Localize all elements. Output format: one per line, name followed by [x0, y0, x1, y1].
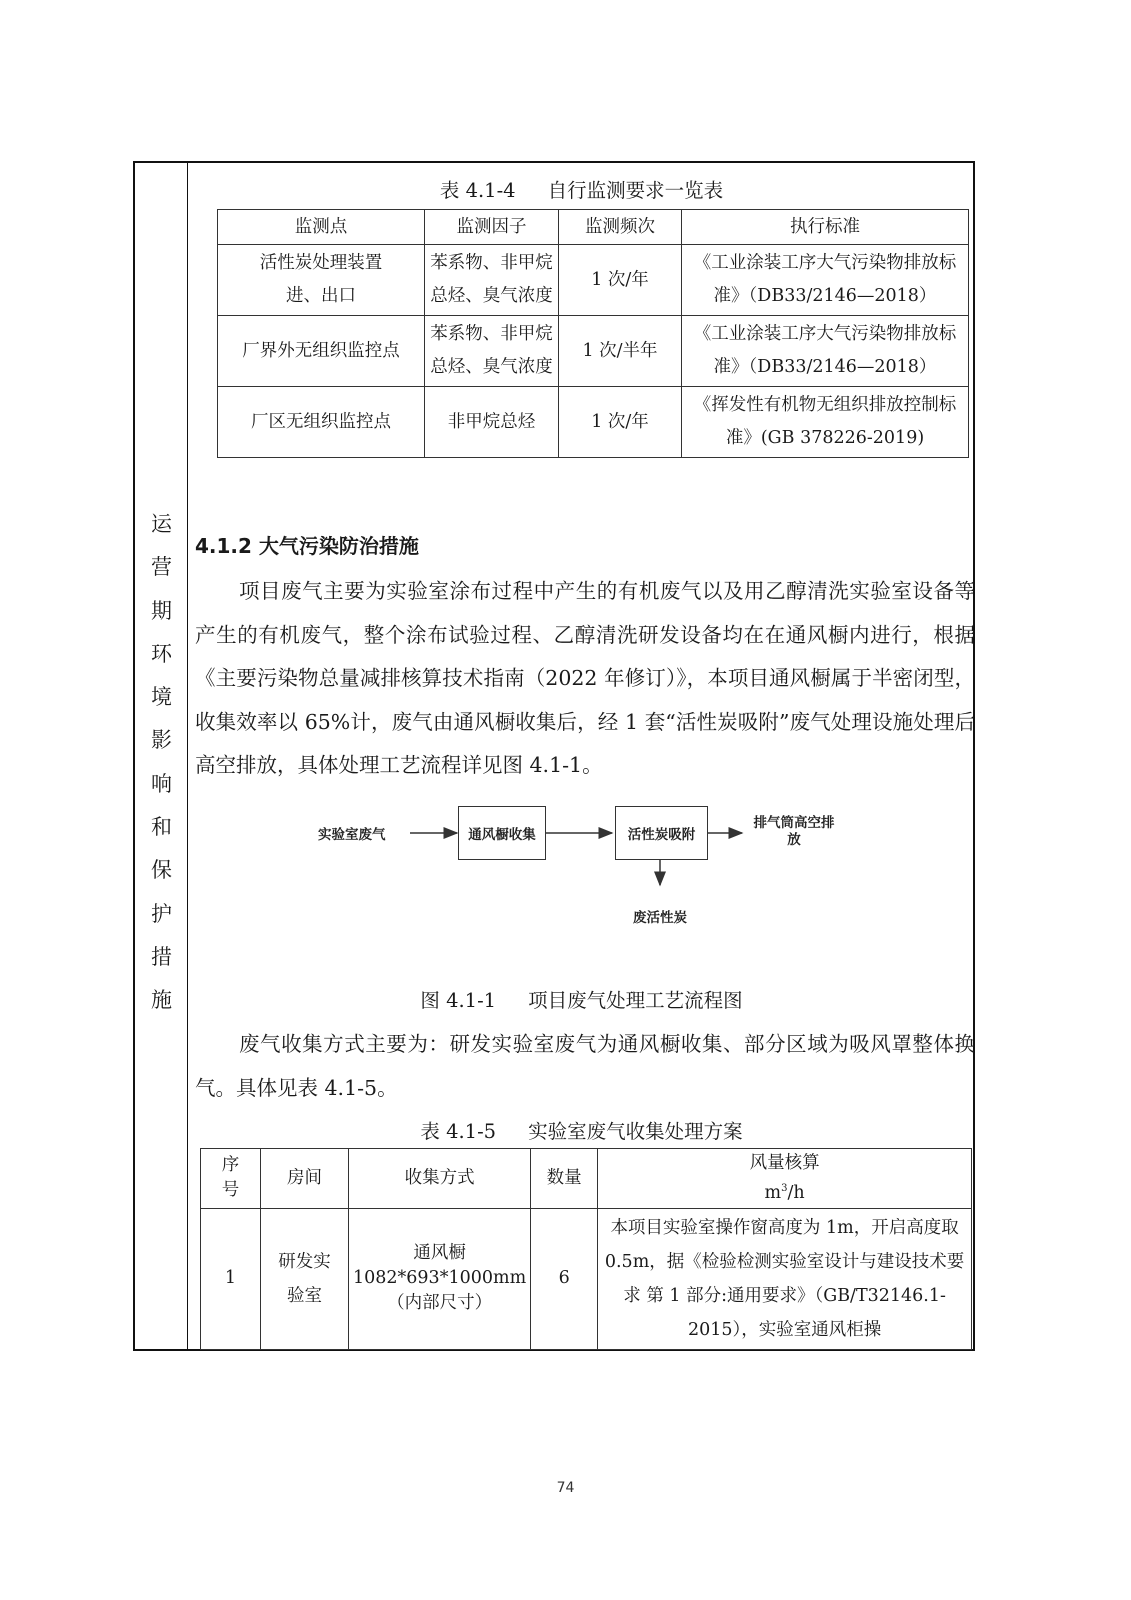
table1-caption-title: 自行监测要求一览表 [547, 179, 724, 202]
cell-point: 活性炭处理装置 进、出口 [218, 245, 425, 316]
cell-seq: 1 [201, 1208, 261, 1349]
side-label-char: 和 [151, 815, 172, 840]
side-label [135, 503, 188, 1023]
cell-freq: 1 次/年 [559, 387, 682, 458]
table1-header: 监测因子 [425, 210, 559, 245]
side-label-char: 期 [151, 598, 172, 623]
side-label-char: 环 [151, 641, 172, 666]
content-area [190, 163, 973, 1349]
flow-source: 实验室废气 [318, 827, 386, 843]
flow-step-hood-label: 通风橱收集 [468, 827, 536, 843]
side-label-char: 响 [151, 771, 172, 796]
table1-caption-num: 表 4.1-4 [439, 179, 516, 202]
flow-step-carbon [615, 806, 708, 860]
table2-header-room: 房间 [261, 1149, 349, 1209]
paragraph-1: 项目废气主要为实验室涂布过程中产生的有机废气以及用乙醇清洗实验室设备等产生的有机废气，整个涂布试验过程、乙醇清洗研发设备均在在通风橱内进行，根据《主要污染物总量减排核算技术指南（2022 年修订）》，本项目通风橱属于半密闭型，收集效率以 65%计，废气由通风橱收集后，经 1 套“活性炭吸附”废气处理设施处理后高空排放，具体处理工艺流程详见图 4.1-1。 [195, 579, 975, 777]
side-label-char: 营 [151, 555, 172, 580]
side-label-char: 施 [151, 988, 172, 1013]
table-row [218, 245, 969, 316]
table-row [218, 316, 969, 387]
table2-caption [190, 1116, 973, 1144]
side-label-char: 措 [151, 944, 172, 969]
flow-step-carbon-label: 活性炭吸附 [627, 827, 696, 843]
method-name: 通风橱 [413, 1243, 466, 1264]
airflow-unit [602, 1176, 967, 1206]
cell-standard: 《挥发性有机物无组织排放控制标准》(GB 378226-2019) [682, 387, 969, 458]
table1-header-row [218, 210, 969, 245]
cell-room: 研发实验室 [261, 1208, 349, 1349]
flow-output: 排气筒高空排放 [753, 815, 835, 848]
airflow-title: 风量核算 [749, 1153, 820, 1173]
side-label-char: 保 [151, 858, 172, 883]
table1-header: 监测点 [218, 210, 425, 245]
figure-caption-num: 图 4.1-1 [420, 989, 497, 1012]
monitoring-table [217, 209, 969, 458]
side-label-char: 运 [151, 512, 172, 536]
cell-factor: 非甲烷总烃 [425, 387, 559, 458]
unit-tail: /h [787, 1182, 805, 1203]
table2-header-seq: 序号 [201, 1149, 261, 1209]
cell-method [349, 1208, 531, 1349]
unit-sup: 3 [781, 1183, 788, 1194]
cell-factor: 苯系物、非甲烷总烃、臭气浓度 [425, 316, 559, 387]
paragraph-2: 废气收集方式主要为：研发实验室废气为通风橱收集、部分区域为吸风罩整体换气。具体见表 4.1-5。 [195, 1032, 975, 1100]
side-label-char: 护 [151, 901, 172, 926]
cell-freq: 1 次/年 [559, 245, 682, 316]
cell-point: 厂区无组织监控点 [218, 387, 425, 458]
figure-caption-title: 项目废气处理工艺流程图 [528, 989, 743, 1012]
table2-header-row [201, 1149, 972, 1209]
cell-freq: 1 次/半年 [559, 316, 682, 387]
cell-qty: 6 [531, 1208, 598, 1349]
table2-caption-title: 实验室废气收集处理方案 [528, 1120, 743, 1143]
page-frame [133, 161, 975, 1351]
collection-scheme-table [200, 1148, 972, 1350]
cell-standard: 《工业涂装工序大气污染物排放标准》（DB33/2146—2018） [682, 245, 969, 316]
flow-byproduct: 废活性炭 [633, 910, 687, 926]
table-row [201, 1208, 972, 1349]
side-label-char: 境 [151, 685, 172, 710]
cell-standard: 《工业涂装工序大气污染物排放标准》（DB33/2146—2018） [682, 316, 969, 387]
table-row [218, 387, 969, 458]
flow-step-hood [458, 806, 546, 860]
table1-header: 监测频次 [559, 210, 682, 245]
figure-caption [190, 985, 973, 1013]
page-number: 74 [556, 1480, 575, 1496]
side-column [135, 163, 188, 1349]
cell-factor: 苯系物、非甲烷总烃、臭气浓度 [425, 245, 559, 316]
method-note: （内部尺寸） [387, 1293, 493, 1314]
process-flow-diagram [318, 803, 890, 953]
side-label-char: 影 [151, 728, 172, 753]
method-size: 1082*693*1000mm [353, 1268, 527, 1289]
section-heading: 4.1.2 大气污染防治措施 [195, 534, 419, 558]
table2-header-airflow [598, 1149, 972, 1209]
cell-airflow: 本项目实验室操作窗高度为 1m，开启高度取 0.5m，据《检验检测实验室设计与建设技术要求 第 1 部分:通用要求》（GB/T32146.1-2015），实验室通风柜操 [598, 1208, 972, 1349]
cell-point: 厂界外无组织监控点 [218, 316, 425, 387]
table2-caption-num: 表 4.1-5 [420, 1120, 497, 1143]
table1-caption [190, 175, 973, 203]
table2-header-method: 收集方式 [349, 1149, 531, 1209]
unit-base: m [764, 1182, 782, 1203]
table2-header-qty: 数量 [531, 1149, 598, 1209]
table1-header: 执行标准 [682, 210, 969, 245]
